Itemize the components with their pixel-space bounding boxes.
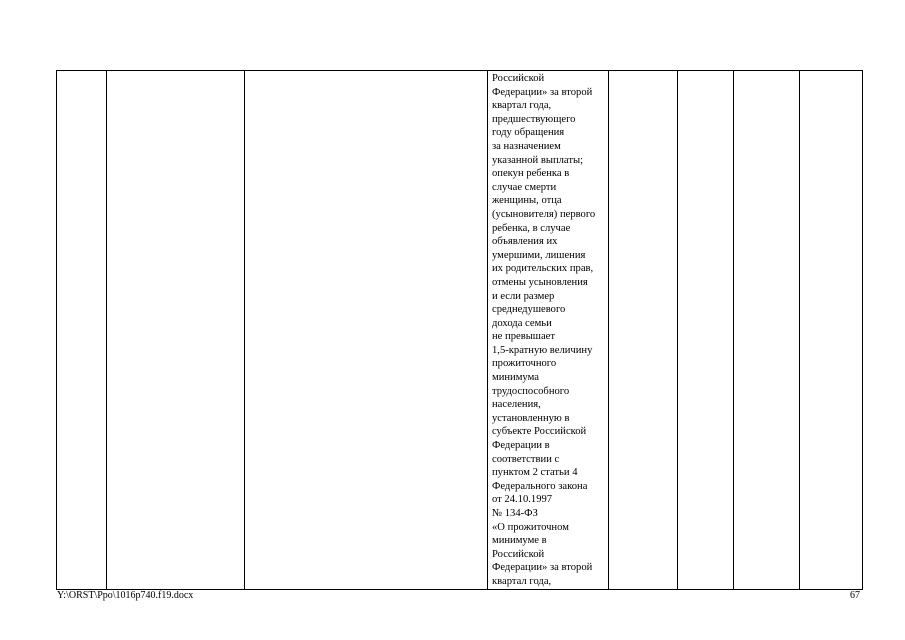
text-line: умершими, лишения: [492, 249, 586, 261]
footer-page-number: 67: [850, 590, 860, 601]
table-cell-col-2: [107, 71, 245, 590]
table-cell-col-3: [245, 71, 488, 590]
text-line: Федерации в: [492, 440, 550, 452]
text-line: Российской: [492, 548, 545, 560]
text-line: году обращения: [492, 127, 565, 139]
text-line: прожиточного: [492, 358, 557, 370]
footer-file-path: Y:\ORST\Ppo\1016p740.f19.docx: [57, 590, 194, 601]
text-line: случае смерти: [492, 181, 557, 193]
text-line: квартал года,: [492, 100, 552, 112]
text-line: минимума: [492, 372, 539, 384]
text-line: Федерации» за второй: [492, 562, 593, 574]
text-line: за назначением: [492, 140, 561, 152]
text-line: (усыновителя) первого: [492, 208, 596, 220]
text-line: населения,: [492, 399, 541, 411]
text-line: Российской: [492, 73, 545, 84]
table-row: [57, 71, 863, 590]
cell-text-block: [488, 71, 608, 589]
text-line: субъекте Российской: [492, 426, 587, 438]
text-line: от 24.10.1997: [492, 494, 553, 506]
document-table: [56, 70, 863, 590]
text-line: дохода семьи: [492, 317, 552, 329]
text-line: № 134-ФЗ: [492, 508, 538, 519]
text-line: минимуме в: [492, 535, 547, 547]
text-line: 1,5-кратную величину: [492, 344, 593, 356]
text-line: квартал года,: [492, 575, 552, 587]
text-line: предшествующего: [492, 113, 576, 125]
text-line: ребенка, в случае: [492, 222, 571, 234]
text-line: указанной выплаты;: [492, 154, 584, 166]
text-line: объявления их: [492, 236, 558, 248]
text-line: и если размер: [492, 290, 555, 302]
text-line: отмены усыновления: [492, 276, 588, 288]
text-line: женщины, отца: [492, 195, 562, 207]
text-line: среднедушевого: [492, 304, 566, 316]
table-cell-col-4: [488, 71, 609, 590]
text-line: опекун ребенка в: [492, 168, 570, 180]
text-line: пунктом 2 статьи 4: [492, 467, 578, 479]
table-cell-col-7: [734, 71, 800, 590]
text-line: соответствии с: [492, 453, 560, 465]
text-line: «О прожиточном: [492, 521, 569, 533]
table-cell-col-8: [800, 71, 863, 590]
text-line: установленную в: [492, 412, 570, 424]
text-line: Федерации» за второй: [492, 86, 593, 98]
text-line: Федерального закона: [492, 480, 588, 492]
text-line: трудоспособного: [492, 385, 570, 397]
text-line: не превышает: [492, 331, 555, 343]
table-cell-col-5: [609, 71, 678, 590]
table-cell-col-1: [57, 71, 107, 590]
text-line: их родительских прав,: [492, 263, 594, 275]
table-cell-col-6: [678, 71, 734, 590]
